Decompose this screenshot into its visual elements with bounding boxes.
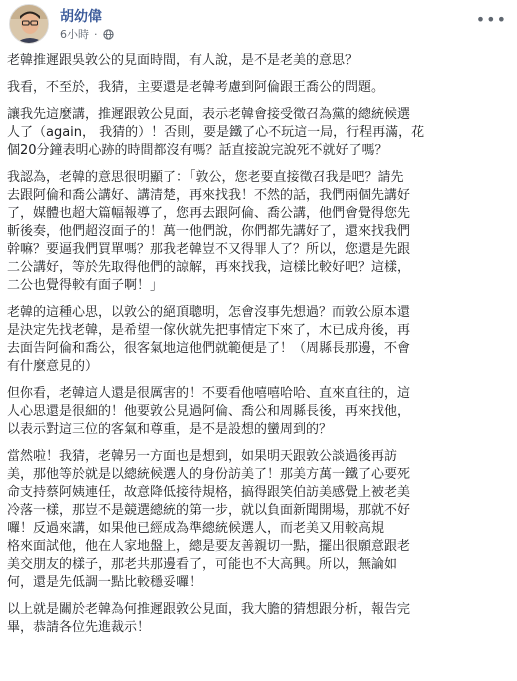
post-paragraph: 但你看，老韓這人還是很厲害的！不要看他嘻嘻哈哈、直來直往的，這 人心思還是很細的！他要敦公見過阿倫、喬公和周縣長後，再來找他， 以表示對這三位的客氣和尊重，是不是設想的蠻周到的？ bbox=[7, 386, 411, 437]
post-paragraph: 我看，不至於，我猜，主要還是老韓考慮到阿倫跟王喬公的問題。 bbox=[7, 80, 385, 95]
post-header bbox=[0, 0, 517, 46]
post-timestamp[interactable]: 6小時 bbox=[60, 28, 89, 41]
globe-icon bbox=[103, 29, 114, 40]
more-options-button[interactable]: ••• bbox=[475, 10, 507, 29]
post-paragraph: 以上就是關於老韓為何推遲跟敦公見面，我大膽的猜想跟分析，報告完 畢，恭請各位先進裁示！ bbox=[7, 602, 411, 635]
author-name[interactable]: 胡幼偉 bbox=[60, 9, 102, 25]
post-paragraph: 讓我先這麼講，推遲跟敦公見面，表示老韓會接受徵召為黨的總統候選 人了（again， 我猜的）！否則，要是鐵了心不玩這一局，行程再滿，花 個20分鐘表明心跡的時間都沒有嗎？話直接說完說死不就好了嗎？ bbox=[7, 107, 425, 158]
avatar[interactable] bbox=[9, 4, 49, 44]
post-paragraph: 當然啦！我猜，老韓另一方面也是想到，如果明天跟敦公談過後再訪 美，那他等於就是以總統候選人的身份訪美了！那美方萬一鐵了心要死 命支持蔡阿姨連任，故意降低接待規格，搞得跟笑伯訪美感覺上被老美 冷落一樣，那豈不是競選總統的第一步，就以負面新聞開場，那就不好 囉！反過來講，如果他已經成為準總統候選人，而老美又用較高規 格來面試他，他在人家地盤上，總是要友善親切一點，擺出很願意跟老 美交朋友的樣子，那老共那邊看了，可能也不大高興。所以，無論如 何，還是先低調一點比較穩妥囉！ bbox=[7, 449, 411, 590]
post-paragraph: 老韓推遲跟吳敦公的見面時間，有人說，是不是老美的意思？ bbox=[7, 53, 359, 68]
post-paragraph: 我認為，老韓的意思很明顯了：「敦公，您老要直接徵召我是吧？請先 去跟阿倫和喬公講好、講清楚，再來找我！不然的話，我們兩個先講好 了，媒體也超大篇幅報導了，您再去跟阿倫、喬公講，他們會覺得您先 斬後奏，他們超沒面子的！萬一他們說，你們都先講好了，還來找我們 幹嘛？要逼我們買單嗎？那我老韓豈不又得罪人了？所以，您還是先跟 二公講好，等於先取得他們的諒解，再來找我，這樣比較好吧？這樣， 二公也覺得較有面子啊！」 bbox=[7, 170, 411, 293]
post-body bbox=[7, 52, 512, 646]
meta-separator: · bbox=[94, 27, 98, 41]
profile-photo-icon bbox=[10, 5, 49, 44]
post-paragraph: 老韓的這種心思，以敦公的絕頂聰明，怎會沒事先想過？而敦公原本還 是決定先找老韓，是希望一傢伙就先把事情定下來了，木已成舟後，再 去面告阿倫和喬公，很客氣地這他們就範便是了！（周縣長那邊，不會 有什麼意見的） bbox=[7, 305, 411, 374]
post-meta bbox=[60, 26, 114, 42]
